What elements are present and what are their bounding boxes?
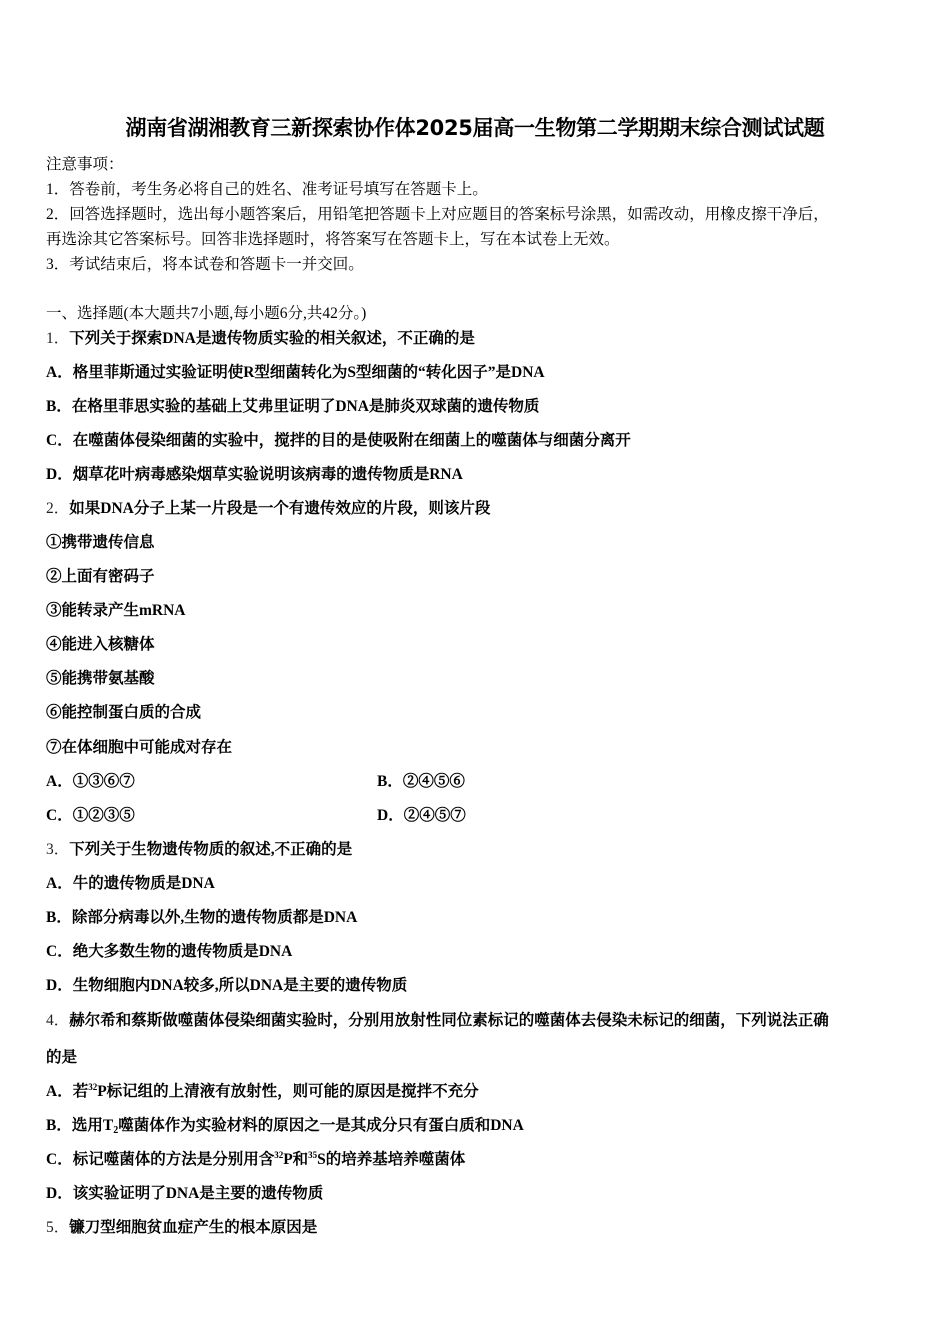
statement-item: ⑤能携带氨基酸: [46, 670, 155, 687]
question-stem: 如果DNA分子上某一片段是一个有遗传效应的片段，则该片段: [69, 500, 491, 517]
option-a: [46, 1079, 479, 1101]
notice-item: 2．回答选择题时，选出每小题答案后，用铅笔把答题卡上对应题目的答案标号涂黑，如需改动，用橡皮擦干净后，: [46, 206, 829, 223]
option-b: B．除部分病毒以外,生物的遗传物质都是DNA: [46, 909, 358, 926]
option-text: P和: [283, 1151, 309, 1168]
question-number: 3．: [46, 841, 70, 858]
section-heading: 一、选择题(本大题共7小题,每小题6分,共42分。): [46, 305, 367, 322]
notice-item: 3．考试结束后，将本试卷和答题卡一并交回。: [46, 256, 364, 273]
question-4: [46, 1008, 829, 1030]
statement-item: ③能转录产生mRNA: [46, 602, 186, 619]
question-1: [46, 326, 475, 348]
option-text: 噬菌体作为实验材料的原因之一是其成分只有蛋白质和DNA: [118, 1117, 524, 1134]
option-text: P标记组的上清液有放射性，则可能的原因是搅拌不充分: [97, 1083, 479, 1100]
question-number: 1．: [46, 330, 70, 347]
question-number: 2．: [46, 500, 70, 517]
option-b: B．②④⑤⑥: [377, 773, 465, 790]
question-stem: 下列关于生物遗传物质的叙述,不正确的是: [69, 841, 353, 858]
option-a: A．①③⑥⑦: [46, 773, 135, 790]
option-c: C．①②③⑤: [46, 807, 135, 824]
question-number: 4．: [46, 1012, 70, 1029]
question-3: [46, 837, 352, 859]
option-text: A．若: [46, 1083, 89, 1100]
question-number: 5．: [46, 1219, 70, 1236]
option-b: B．在格里菲思实验的基础上艾弗里证明了DNA是肺炎双球菌的遗传物质: [46, 398, 540, 415]
superscript: 32: [88, 1082, 98, 1092]
question-2: [46, 496, 490, 518]
question-stem: 下列关于探索DNA是遗传物质实验的相关叙述，不正确的是: [69, 330, 475, 347]
option-a: A．格里菲斯通过实验证明使R型细菌转化为S型细菌的“转化因子”是DNA: [46, 364, 545, 381]
option-c: C．绝大多数生物的遗传物质是DNA: [46, 943, 293, 960]
question-stem: 赫尔希和蔡斯做噬菌体侵染细菌实验时，分别用放射性同位素标记的噬菌体去侵染未标记的细菌，下列说法正确: [69, 1012, 829, 1029]
option-text: S的培养基培养噬菌体: [317, 1151, 466, 1168]
statement-item: ②上面有密码子: [46, 568, 155, 585]
page-title: 湖南省湖湘教育三新探索协作体2025届高一生物第二学期期末综合测试试题: [125, 116, 825, 140]
option-d: D．烟草花叶病毒感染烟草实验说明该病毒的遗传物质是RNA: [46, 466, 463, 483]
question-stem-continued: 的是: [46, 1049, 78, 1066]
notice-item: 1．答卷前，考生务必将自己的姓名、准考证号填写在答题卡上。: [46, 181, 488, 198]
statement-item: ⑦在体细胞中可能成对存在: [46, 739, 233, 756]
option-c: C．在噬菌体侵染细菌的实验中，搅拌的目的是使吸附在细菌上的噬菌体与细菌分离开: [46, 432, 631, 449]
superscript: 35: [308, 1150, 318, 1160]
option-a: A．牛的遗传物质是DNA: [46, 875, 215, 892]
option-d: D．生物细胞内DNA较多,所以DNA是主要的遗传物质: [46, 977, 408, 994]
option-text: C．标记噬菌体的方法是分别用含: [46, 1151, 275, 1168]
statement-item: ⑥能控制蛋白质的合成: [46, 704, 202, 721]
subscript: 2: [113, 1125, 119, 1136]
statement-item: ①携带遗传信息: [46, 534, 155, 551]
superscript: 32: [274, 1150, 284, 1160]
notice-item: 再选涂其它答案标号。回答非选择题时，将答案写在答题卡上，写在本试卷上无效。: [46, 231, 620, 248]
option-text: B．选用T: [46, 1117, 114, 1134]
question-5: [46, 1215, 317, 1237]
notice-heading: 注意事项：: [46, 156, 124, 173]
option-b: [46, 1113, 524, 1136]
option-d: D．②④⑤⑦: [377, 807, 466, 824]
option-d: D．该实验证明了DNA是主要的遗传物质: [46, 1185, 324, 1202]
statement-item: ④能进入核糖体: [46, 636, 155, 653]
question-stem: 镰刀型细胞贫血症产生的根本原因是: [69, 1219, 318, 1236]
option-c: [46, 1147, 465, 1169]
